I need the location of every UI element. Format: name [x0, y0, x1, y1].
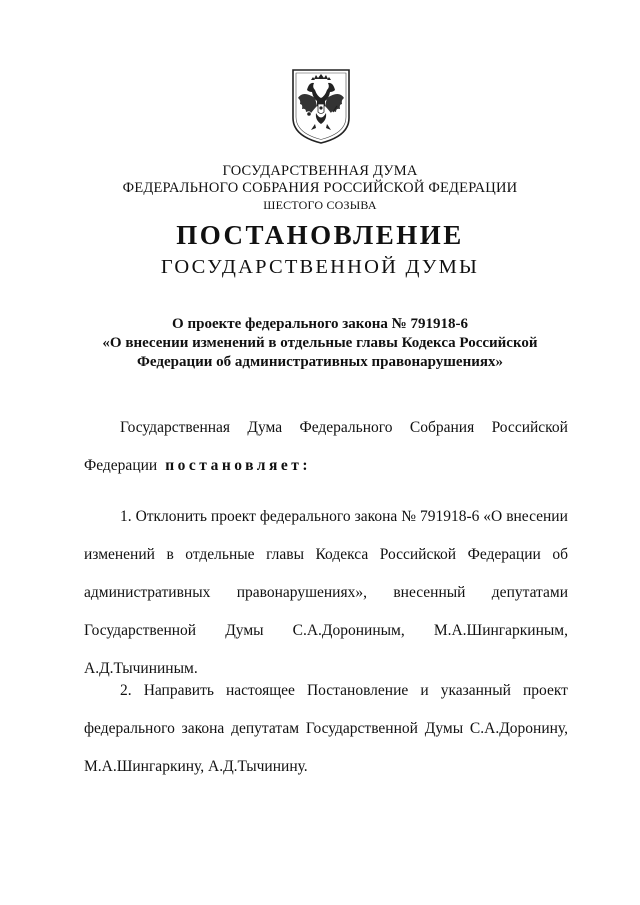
- word: федерального: [259, 508, 351, 525]
- word: Государственная: [120, 419, 231, 436]
- word: закона: [181, 720, 225, 737]
- clause-1-line-3: [84, 583, 568, 603]
- word: Российской: [491, 419, 568, 436]
- word: указанный: [440, 682, 511, 699]
- resolves-word: постановляет:: [165, 457, 312, 474]
- word: «О: [483, 508, 503, 525]
- clause-1-line-5: [84, 659, 568, 679]
- word: 2.: [120, 682, 132, 699]
- clause-1-line-2: [84, 545, 568, 565]
- word: Федерации: [467, 546, 541, 563]
- word: проект: [522, 682, 568, 699]
- word: правонарушениях»,: [236, 584, 367, 601]
- word: Кодекса: [315, 546, 369, 563]
- org-line-1: ГОСУДАРСТВЕННАЯ ДУМА: [222, 163, 418, 179]
- word: Государственной: [84, 622, 197, 639]
- clause-1-end: А.Д.Тычининым.: [84, 660, 198, 677]
- word: Собрания: [409, 419, 475, 436]
- word: об: [552, 546, 568, 563]
- clause-1-line-4: [84, 621, 568, 641]
- word: 1.: [120, 508, 132, 525]
- bill-title-line-3: Федерации об административных правонарушениях»: [137, 354, 503, 370]
- word: административных: [84, 584, 211, 601]
- word: Направить: [143, 682, 214, 699]
- word: Государственной: [305, 720, 418, 737]
- preamble: [84, 418, 568, 476]
- word: внесенный: [393, 584, 466, 601]
- word: и: [420, 682, 429, 699]
- word: настоящее: [226, 682, 295, 699]
- bill-title-line-2: «О внесении изменений в отдельные главы Кодекса Российской: [102, 335, 538, 351]
- word: в: [166, 546, 174, 563]
- coat-of-arms-emblem: [289, 66, 353, 146]
- document-type: ПОСТАНОВЛЕНИЕ: [176, 220, 464, 250]
- word: внесении: [506, 508, 568, 525]
- word: С.А.Дорониным,: [292, 622, 405, 639]
- clause-1: [84, 507, 568, 679]
- org-line-2: ФЕДЕРАЛЬНОГО СОБРАНИЯ РОССИЙСКОЙ ФЕДЕРАЦИИ: [122, 180, 518, 196]
- preamble-text: Федерации: [84, 457, 158, 474]
- preamble-line-2: [84, 456, 568, 476]
- bill-title-line-1: О проекте федерального закона № 791918-6: [172, 316, 468, 332]
- clause-2-line-3: [84, 757, 568, 777]
- word: №: [401, 508, 416, 525]
- issuing-body: [0, 163, 640, 214]
- word: отдельные: [185, 546, 255, 563]
- clause-2-line-1: [84, 681, 568, 701]
- word: С.А.Доронину,: [469, 720, 568, 737]
- word: 791918-6: [419, 508, 480, 525]
- word: проект: [210, 508, 256, 525]
- document-subtype: ГОСУДАРСТВЕННОЙ ДУМЫ: [160, 256, 480, 278]
- convocation: ШЕСТОГО СОЗЫВА: [263, 198, 377, 212]
- word: Постановление: [306, 682, 409, 699]
- word: Федерального: [299, 419, 393, 436]
- double-headed-eagle-icon: [289, 66, 353, 146]
- word: федерального: [84, 720, 175, 737]
- word: Дума: [247, 419, 283, 436]
- word: изменений: [84, 546, 155, 563]
- preamble-line-1: [84, 418, 568, 438]
- clause-1-line-1: [84, 507, 568, 527]
- word: депутатами: [491, 584, 568, 601]
- word: закона: [354, 508, 398, 525]
- clause-2-end: М.А.Шингаркину, А.Д.Тычинину.: [84, 758, 308, 775]
- word: депутатам: [231, 720, 300, 737]
- clause-2: [84, 681, 568, 777]
- bill-title: [60, 315, 580, 372]
- word: Думы: [225, 622, 264, 639]
- word: Российской: [379, 546, 457, 563]
- clause-2-line-2: [84, 719, 568, 739]
- word: Отклонить: [135, 508, 207, 525]
- word: главы: [266, 546, 304, 563]
- word: М.А.Шингаркиным,: [433, 622, 568, 639]
- word: Думы: [424, 720, 464, 737]
